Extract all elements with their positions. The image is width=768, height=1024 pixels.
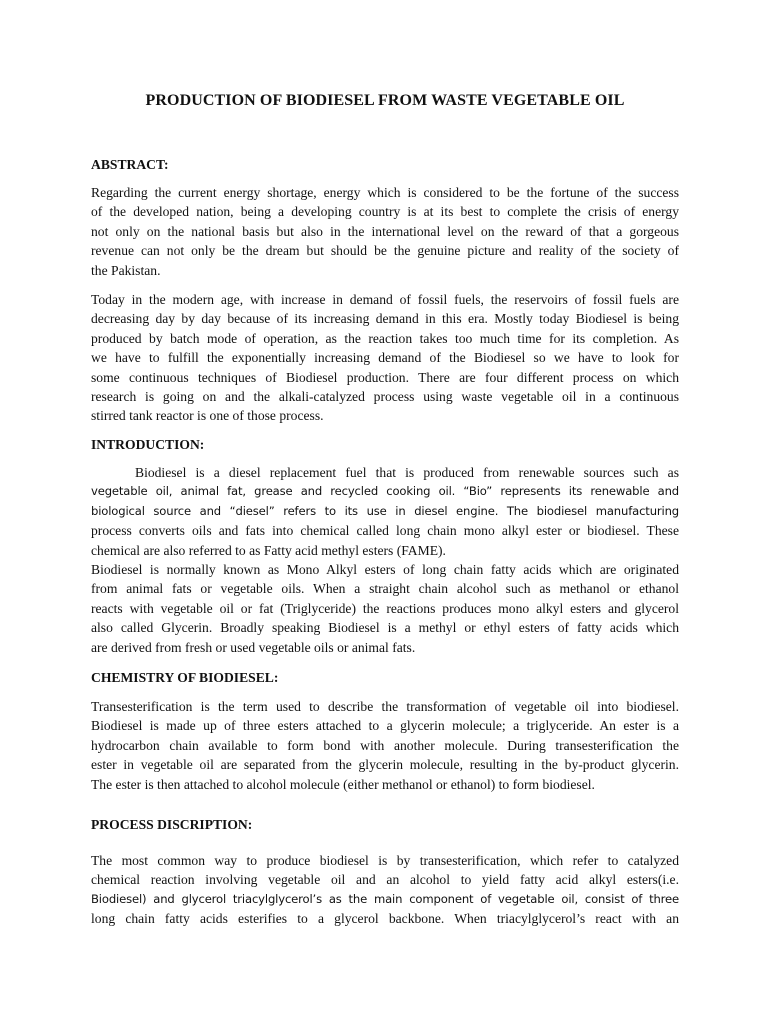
text-line: chemical are also referred to as Fatty acid methyl esters (FAME). (91, 542, 446, 558)
text-line: Biodiesel is normally known as Mono Alkyl esters of long chain fatty acids which are originated (91, 562, 679, 578)
text-line: Biodiesel) and glycerol triacylglycerol’s as the main component of vegetable oil, consist of three (91, 891, 679, 906)
chemistry-paragraph (91, 697, 679, 794)
text-line: process converts oils and fats into chemical called long chain mono alkyl ester or biodiesel. These (91, 523, 679, 539)
chemistry-heading: CHEMISTRY OF BIODIESEL: (91, 670, 279, 685)
text-line: we have to fulfill the exponentially increasing demand of the Biodiesel so we have to look for (91, 350, 679, 366)
text-line: research is going on and the alkali-catalyzed process using waste vegetable oil in a continuous (91, 389, 679, 405)
text-line: chemical reaction involving vegetable oil and an alcohol to yield fatty acid alkyl esters(i.e. (91, 872, 679, 888)
text-line: The ester is then attached to alcohol molecule (either methanol or ethanol) to form biodiesel. (91, 776, 595, 792)
process-paragraph (91, 851, 679, 929)
text-line: The most common way to produce biodiesel is by transesterification, which refer to catalyzed (91, 853, 679, 868)
text-line: are derived from fresh or used vegetable oils or animal fats. (91, 639, 416, 655)
abstract-paragraph-2 (91, 290, 679, 426)
text-line: reacts with vegetable oil or fat (Triglyceride) the reactions produces mono alkyl esters and glycerol (91, 600, 679, 616)
text-line: hydrocarbon chain available to form bond with another molecule. During transesterification the (91, 737, 679, 753)
text-line: decreasing day by day because of its increasing demand in this era. Mostly today Biodiesel is being (91, 311, 679, 327)
text-line: not only on the national basis but also in the international level on the reward of that a gorgeous (91, 223, 679, 239)
document-title: PRODUCTION OF BIODIESEL FROM WASTE VEGETABLE OIL (145, 92, 625, 109)
text-line: from animal fats or vegetable oils. When a straight chain alcohol such as methanol or ethanol (91, 581, 679, 597)
text-line: also called Glycerin. Broadly speaking Biodiesel is a methyl or ethyl esters of fatty acids which (91, 620, 679, 636)
text-line: Biodiesel is a diesel replacement fuel that is produced from renewable sources such as (135, 465, 679, 480)
text-line: Today in the modern age, with increase in demand of fossil fuels, the reservoirs of fossil fuels are (91, 292, 679, 307)
text-line: ester in vegetable oil are separated from the glycerin molecule, resulting in the by-product glycerin. (91, 757, 679, 773)
text-line: some continuous techniques of Biodiesel production. There are four different process on which (91, 369, 679, 385)
text-line: of the developed nation, being a developing country is at its best to complete the crisis of energy (91, 204, 679, 220)
text-line: vegetable oil, animal fat, grease and recycled cooking oil. “Bio” represents its renewable and (91, 484, 679, 499)
process-heading: PROCESS DISCRIPTION: (91, 817, 253, 832)
abstract-paragraph-1 (91, 183, 679, 280)
text-line: Biodiesel is made up of three esters attached to a glycerin molecule; a triglyceride. An ester is a (91, 718, 679, 734)
text-line: long chain fatty acids esterifies to a glycerol backbone. When triacylglycerol’s react with an (91, 911, 679, 927)
text-line: Regarding the current energy shortage, energy which is considered to be the fortune of the success (91, 185, 679, 200)
text-line: biological source and “diesel” refers to its use in diesel engine. The biodiesel manufacturing (91, 503, 679, 518)
text-line: stirred tank reactor is one of those process. (91, 408, 324, 424)
introduction-heading: INTRODUCTION: (91, 437, 205, 452)
abstract-heading: ABSTRACT: (91, 157, 169, 172)
introduction-paragraph (91, 463, 679, 657)
text-line: produced by batch mode of operation, as the reaction takes too much time for its completion. As (91, 330, 679, 346)
text-line: the Pakistan. (91, 262, 161, 278)
text-line: Transesterification is the term used to describe the transformation of vegetable oil into biodiesel. (91, 699, 679, 714)
text-line: revenue can not only be the dream but should be the genuine picture and reality of the society of (91, 243, 679, 259)
